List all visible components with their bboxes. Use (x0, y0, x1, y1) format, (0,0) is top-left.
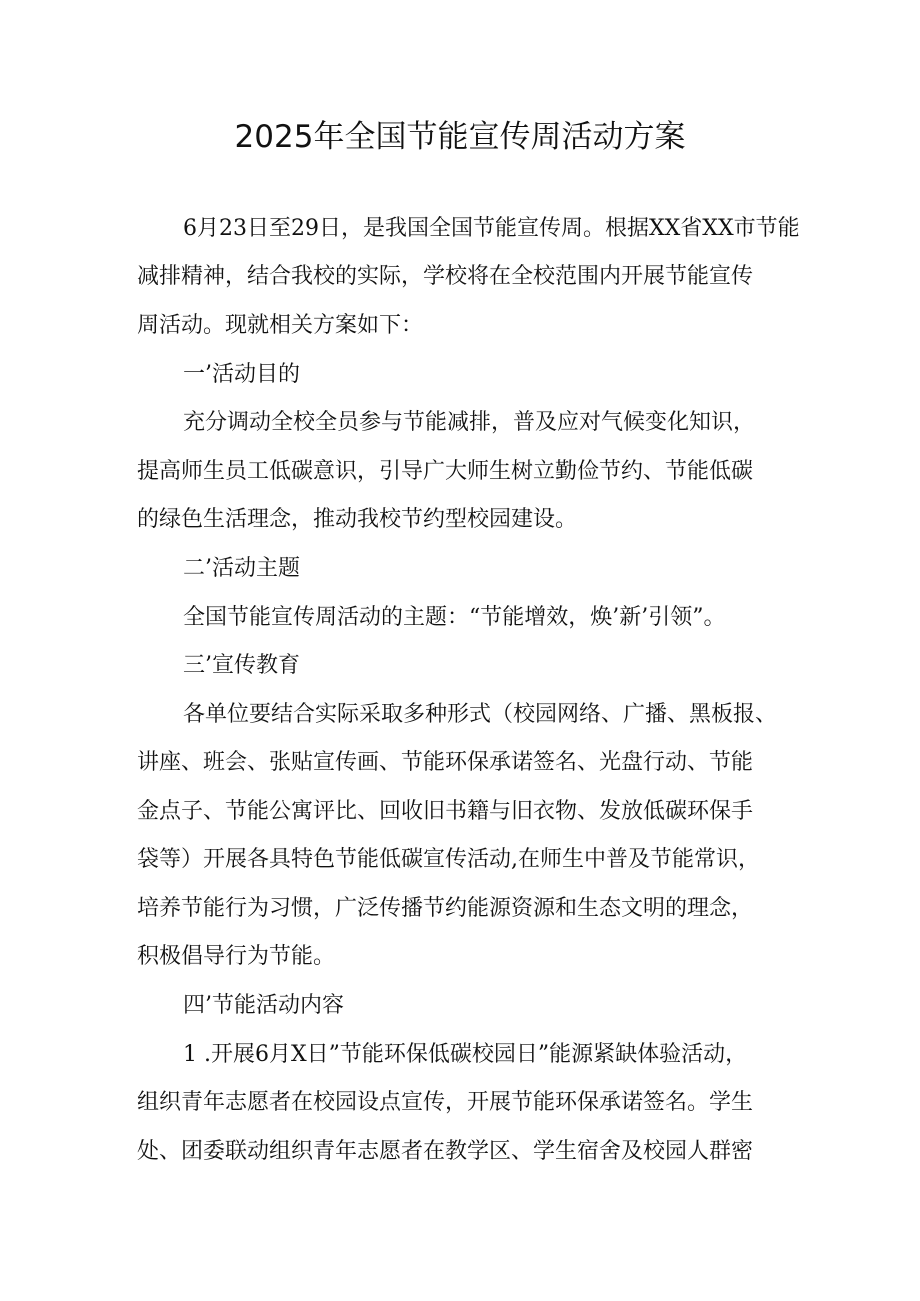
paragraph-line: 1 .开展6月X日”节能环保低碳校园日”能源紧缺体验活动， (183, 1042, 748, 1067)
paragraph-line: 处、团委联动组织青年志愿者在教学区、学生宿舍及校园人群密 (137, 1139, 754, 1164)
paragraph-line: 金点子、节能公寓评比、回收旧书籍与旧衣物、发放低碳环保手 (137, 799, 754, 824)
paragraph-line: 的绿色生活理念，推动我校节约型校园建设。 (137, 507, 578, 532)
paragraph-line: 讲座、班会、张贴宣传画、节能环保承诺签名、光盘行动、节能 (137, 750, 754, 775)
paragraph-line: 6月23日至29日，是我国全国节能宣传周。根据XX省XX市节能 (183, 216, 800, 241)
paragraph-line: 周活动。现就相关方案如下： (137, 313, 424, 338)
document-title: 2025年全国节能宣传周活动方案 (234, 119, 686, 155)
section-heading: 一’活动目的 (183, 362, 300, 387)
paragraph-line: 积极倡导行为节能。 (137, 944, 336, 969)
paragraph-line: 各单位要结合实际采取多种形式（校园网络、广播、黑板报、 (183, 702, 778, 727)
section-heading: 三’宣传教育 (183, 653, 300, 678)
section-heading: 四’节能活动内容 (183, 993, 344, 1018)
paragraph-line: 充分调动全校全员参与节能减排，普及应对气候变化知识， (183, 410, 756, 435)
paragraph-line: 培养节能行为习惯，广泛传播节约能源资源和生态文明的理念， (137, 896, 754, 921)
paragraph-line: 全国节能宣传周活动的主题：“节能增效，焕’新’引领”。 (183, 605, 726, 630)
paragraph-line: 提高师生员工低碳意识，引导广大师生树立勤俭节约、节能低碳 (137, 459, 754, 484)
section-heading: 二’活动主题 (183, 556, 300, 581)
paragraph-line: 减排精神，结合我校的实际，学校将在全校范围内开展节能宣传 (137, 264, 754, 289)
paragraph-line: 袋等）开展各具特色节能低碳宣传活动,在师生中普及节能常识， (137, 847, 760, 872)
paragraph-line: 组织青年志愿者在校园设点宣传，开展节能环保承诺签名。学生 (137, 1090, 754, 1115)
